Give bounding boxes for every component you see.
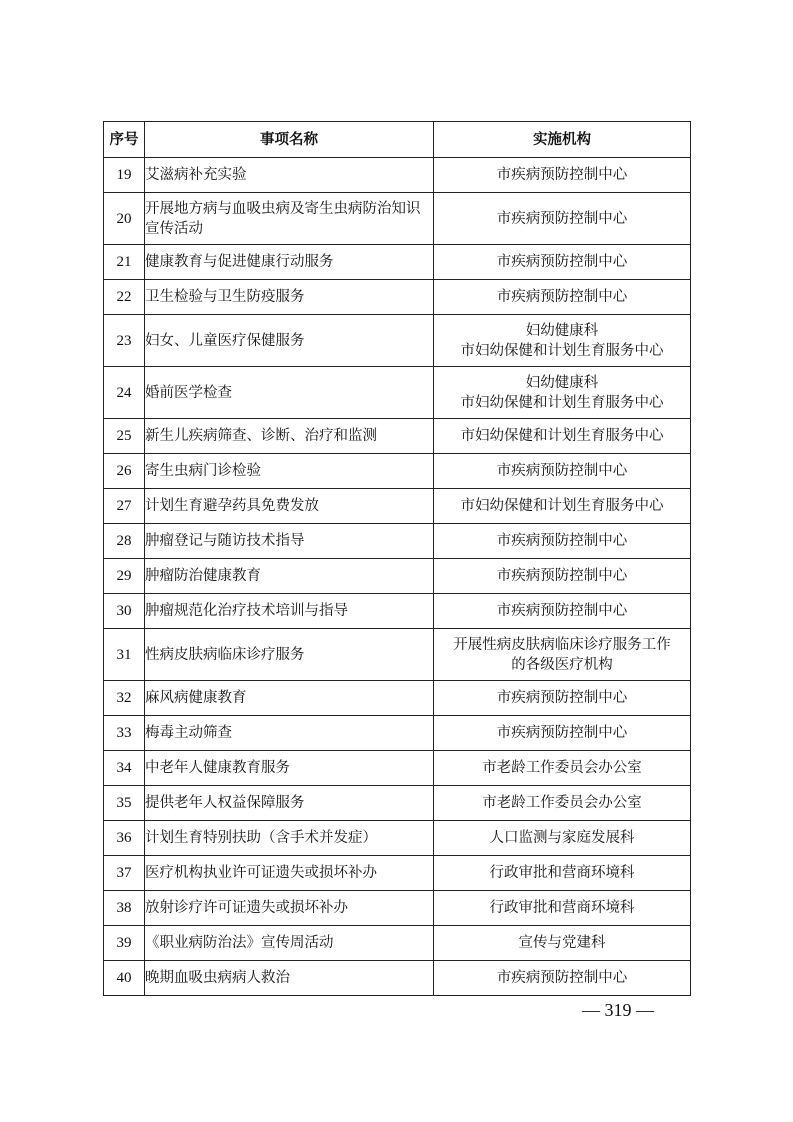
agency-line: 行政审批和营商环境科 (489, 900, 635, 916)
table-row (104, 559, 691, 594)
row-item-name: 卫生检验与卫生防疫服务 (145, 280, 434, 315)
table-row (104, 594, 691, 629)
table-row (104, 751, 691, 786)
table-row (104, 454, 691, 489)
table-header-row (104, 122, 691, 158)
table-row (104, 961, 691, 996)
table-row (104, 315, 691, 367)
table-row (104, 489, 691, 524)
row-implementing-agency (434, 594, 691, 629)
table-row (104, 629, 691, 681)
agency-line: 妇幼健康科 (525, 374, 599, 391)
row-implementing-agency (434, 821, 691, 856)
table-row (104, 524, 691, 559)
row-implementing-agency (434, 681, 691, 716)
page-number: — 319 — (582, 1000, 654, 1020)
row-implementing-agency (434, 245, 691, 280)
agency-line: 市疾病预防控制中心 (496, 533, 628, 549)
agency-line: 市妇幼保健和计划生育服务中心 (460, 394, 664, 411)
row-item-name: 晚期血吸虫病病人救治 (145, 961, 434, 996)
row-item-name: 医疗机构执业许可证遗失或损坏补办 (145, 856, 434, 891)
row-serial-number: 23 (104, 315, 145, 367)
row-serial-number: 22 (104, 280, 145, 315)
agency-line: 行政审批和营商环境科 (489, 865, 635, 881)
row-serial-number: 28 (104, 524, 145, 559)
row-serial-number: 39 (104, 926, 145, 961)
row-item-name: 妇女、儿童医疗保健服务 (145, 315, 434, 367)
row-item-name: 麻风病健康教育 (145, 681, 434, 716)
table-row (104, 245, 691, 280)
row-item-name: 新生儿疾病筛查、诊断、治疗和监测 (145, 419, 434, 454)
table-row (104, 419, 691, 454)
agency-line: 市老龄工作委员会办公室 (482, 760, 642, 776)
row-implementing-agency (434, 158, 691, 193)
row-serial-number: 34 (104, 751, 145, 786)
row-item-name: 放射诊疗许可证遗失或损坏补办 (145, 891, 434, 926)
row-item-name: 肿瘤规范化治疗技术培训与指导 (145, 594, 434, 629)
row-implementing-agency (434, 367, 691, 419)
header-item-name: 事项名称 (145, 122, 434, 158)
row-item-name: 寄生虫病门诊检验 (145, 454, 434, 489)
row-serial-number: 26 (104, 454, 145, 489)
row-serial-number: 38 (104, 891, 145, 926)
table-row (104, 280, 691, 315)
row-item-name: 计划生育特别扶助（含手术并发症） (145, 821, 434, 856)
row-implementing-agency (434, 856, 691, 891)
agency-line: 市疾病预防控制中心 (496, 254, 628, 270)
agency-line: 宣传与党建科 (518, 935, 606, 951)
table-row (104, 821, 691, 856)
table-row (104, 786, 691, 821)
table-row (104, 891, 691, 926)
row-serial-number: 24 (104, 367, 145, 419)
row-implementing-agency (434, 419, 691, 454)
row-serial-number: 40 (104, 961, 145, 996)
table-row (104, 681, 691, 716)
agency-line: 市疾病预防控制中心 (496, 167, 628, 183)
agency-line: 市疾病预防控制中心 (496, 463, 628, 479)
row-implementing-agency (434, 193, 691, 245)
agency-line: 的各级医疗机构 (511, 656, 613, 673)
row-serial-number: 21 (104, 245, 145, 280)
table-row (104, 856, 691, 891)
agency-line: 妇幼健康科 (525, 322, 599, 339)
agency-line: 市疾病预防控制中心 (496, 289, 628, 305)
row-item-name: 肿瘤防治健康教育 (145, 559, 434, 594)
row-item-name: 开展地方病与血吸虫病及寄生虫病防治知识宣传活动 (145, 193, 434, 245)
row-serial-number: 36 (104, 821, 145, 856)
row-implementing-agency (434, 559, 691, 594)
agency-line: 市妇幼保健和计划生育服务中心 (460, 342, 664, 359)
row-implementing-agency (434, 926, 691, 961)
header-serial-number: 序号 (104, 122, 145, 158)
row-serial-number: 19 (104, 158, 145, 193)
row-item-name: 计划生育避孕药具免费发放 (145, 489, 434, 524)
table-row (104, 158, 691, 193)
table-row (104, 926, 691, 961)
agency-line: 人口监测与家庭发展科 (489, 830, 635, 846)
row-serial-number: 35 (104, 786, 145, 821)
row-item-name: 提供老年人权益保障服务 (145, 786, 434, 821)
row-implementing-agency (434, 716, 691, 751)
header-implementing-agency: 实施机构 (434, 122, 691, 158)
row-serial-number: 29 (104, 559, 145, 594)
row-item-name: 婚前医学检查 (145, 367, 434, 419)
row-serial-number: 25 (104, 419, 145, 454)
row-implementing-agency (434, 961, 691, 996)
row-serial-number: 30 (104, 594, 145, 629)
agency-line: 市妇幼保健和计划生育服务中心 (460, 428, 664, 444)
agency-line: 市老龄工作委员会办公室 (482, 795, 642, 811)
row-item-name: 性病皮肤病临床诊疗服务 (145, 629, 434, 681)
row-implementing-agency (434, 891, 691, 926)
row-implementing-agency (434, 280, 691, 315)
row-implementing-agency (434, 524, 691, 559)
agency-line: 市疾病预防控制中心 (496, 725, 628, 741)
agency-line: 市疾病预防控制中心 (496, 603, 628, 619)
agency-line: 市疾病预防控制中心 (496, 970, 628, 986)
row-item-name: 健康教育与促进健康行动服务 (145, 245, 434, 280)
row-item-name: 中老年人健康教育服务 (145, 751, 434, 786)
row-implementing-agency (434, 629, 691, 681)
row-implementing-agency (434, 751, 691, 786)
row-serial-number: 31 (104, 629, 145, 681)
row-item-name: 梅毒主动筛查 (145, 716, 434, 751)
row-implementing-agency (434, 315, 691, 367)
agency-line: 市疾病预防控制中心 (496, 690, 628, 706)
row-item-name: 艾滋病补充实验 (145, 158, 434, 193)
agency-line: 市妇幼保健和计划生育服务中心 (460, 498, 664, 514)
row-item-name: 《职业病防治法》宣传周活动 (145, 926, 434, 961)
table-row (104, 716, 691, 751)
agency-line: 市疾病预防控制中心 (496, 568, 628, 584)
row-serial-number: 33 (104, 716, 145, 751)
row-serial-number: 37 (104, 856, 145, 891)
row-serial-number: 32 (104, 681, 145, 716)
agency-line: 市疾病预防控制中心 (496, 210, 628, 227)
table-row (104, 193, 691, 245)
table-row (104, 367, 691, 419)
row-implementing-agency (434, 489, 691, 524)
row-implementing-agency (434, 454, 691, 489)
agency-line: 开展性病皮肤病临床诊疗服务工作 (453, 636, 671, 653)
row-implementing-agency (434, 786, 691, 821)
row-serial-number: 20 (104, 193, 145, 245)
service-items-table (103, 121, 691, 996)
row-item-name: 肿瘤登记与随访技术指导 (145, 524, 434, 559)
row-serial-number: 27 (104, 489, 145, 524)
